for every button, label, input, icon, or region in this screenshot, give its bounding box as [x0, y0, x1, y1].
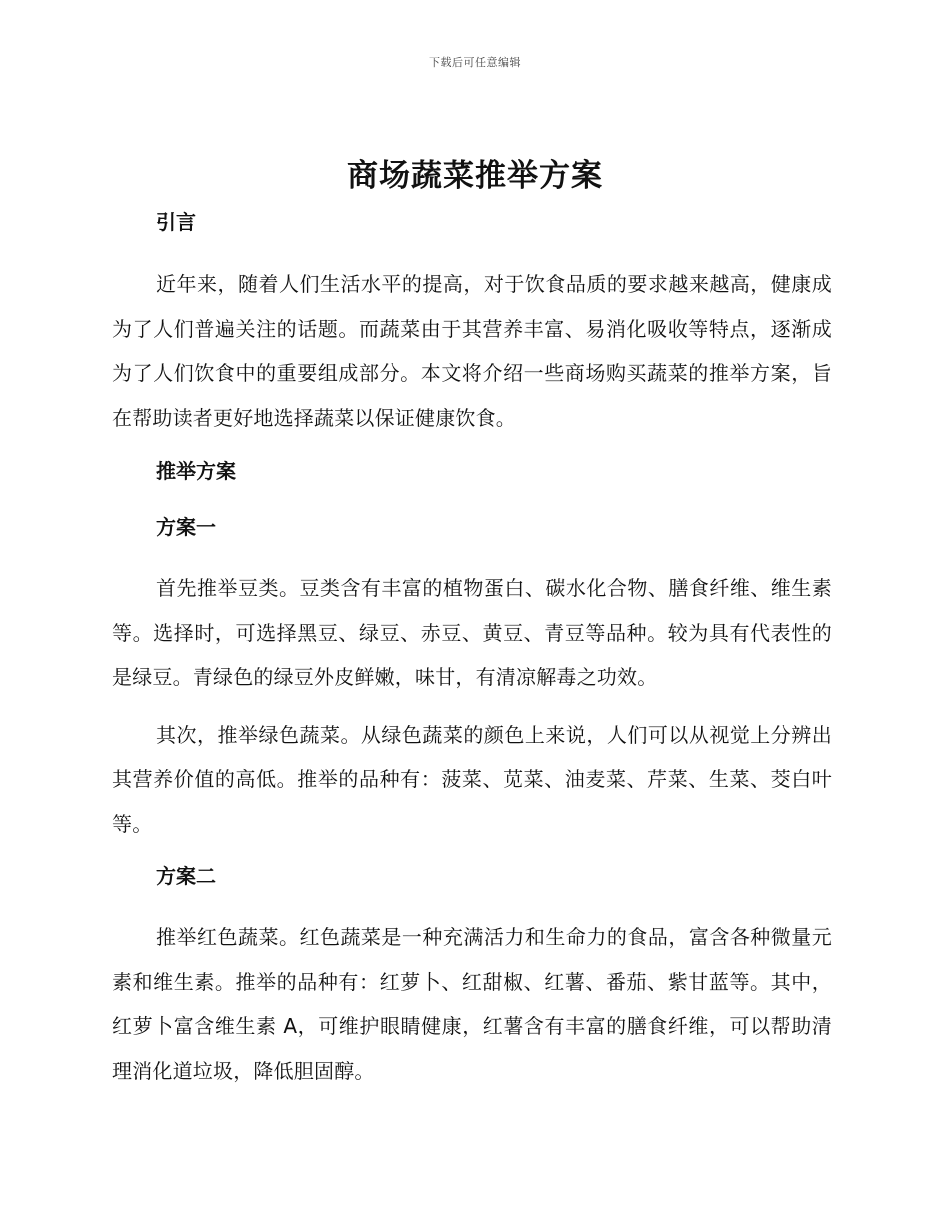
plan2-paragraph-1: 推举红色蔬菜。红色蔬菜是一种充满活力和生命力的食品，富含各种微量元素和维生素。推举的品种有：红萝卜、红甜椒、红薯、番茄、紫甘蓝等。其中，红萝卜富含维生素 A，可维护眼睛健康，红薯含有丰富的膳食纤维，可以帮助清理消化道垃圾，降低胆固醇。	[112, 925, 832, 1083]
document-title: 商场蔬菜推举方案	[347, 158, 603, 194]
document-body	[112, 204, 832, 1093]
plan1-paragraph-2: 其次，推举绿色蔬菜。从绿色蔬菜的颜色上来说，人们可以从视觉上分辨出其营养价值的高低。推举的品种有：菠菜、苋菜、油麦菜、芹菜、生菜、茭白叶等。	[112, 722, 832, 836]
plan2-heading: 方案二	[156, 864, 216, 888]
plan1-heading: 方案一	[156, 515, 216, 539]
page-header-note: 下载后可任意编辑	[429, 56, 521, 69]
plan-heading: 推举方案	[156, 459, 236, 483]
intro-heading: 引言	[156, 210, 196, 234]
plan1-paragraph-1: 首先推举豆类。豆类含有丰富的植物蛋白、碳水化合物、膳食纤维、维生素等。选择时，可选择黑豆、绿豆、赤豆、黄豆、青豆等品种。较为具有代表性的是绿豆。青绿色的绿豆外皮鲜嫩，味甘，有清凉解毒之功效。	[112, 576, 832, 689]
intro-paragraph: 近年来，随着人们生活水平的提高，对于饮食品质的要求越来越高，健康成为了人们普遍关注的话题。而蔬菜由于其营养丰富、易消化吸收等特点，逐渐成为了人们饮食中的重要组成部分。本文将介绍一些商场购买蔬菜的推举方案，旨在帮助读者更好地选择蔬菜以保证健康饮食。	[112, 272, 832, 430]
